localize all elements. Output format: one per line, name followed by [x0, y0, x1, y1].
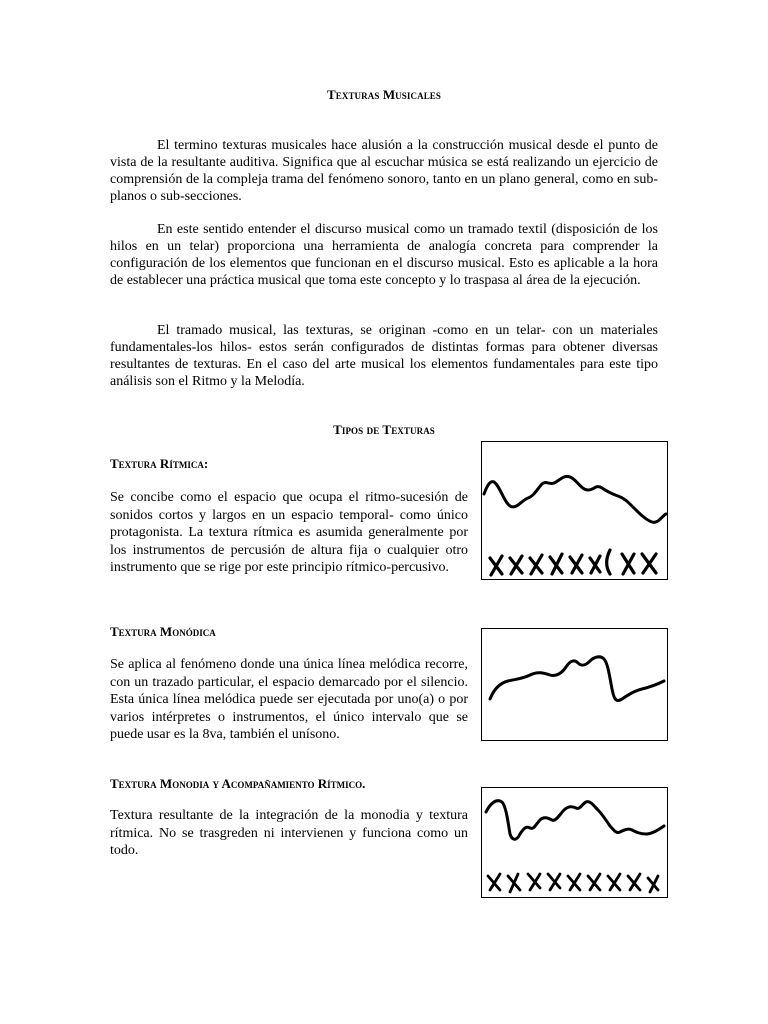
section-text-ritmica: Se concibe como el espacio que ocupa el ritmo-sucesión de sonidos cortos y largos en un espacio temporal- como único protagonista. La textura rítmica es asumida generalmente por los instrumentos de percusión de altura fija o cualquier otro instrumento que se rige por este principio rítmico-percusivo. — [110, 490, 468, 575]
section-heading-monodia-acompanamiento: Textura Monodia y Acompañamiento Rítmico. — [110, 776, 366, 791]
intro-paragraph-1: El termino texturas musicales hace alusión a la construcción musical desde el punto de vista de la resultante auditiva. Significa que al escuchar música se está realizando un ejercicio de comprensión de la compleja trama del fenómeno sonoro, tanto en un plano general, como en sub-planos o sub-secciones. — [110, 138, 658, 204]
section-text-monodica: Se aplica al fenómeno donde una única línea melódica recorre, con un trazado particular, el espacio demarcado por el silencio. Esta única línea melódica puede ser ejecutada por uno(a) o por varios intérpretes o instrumentos, el único intervalo que se puede usar es la 8va, también el unísono. — [110, 657, 468, 742]
section-heading-ritmica: Textura Rítmica: — [110, 456, 209, 471]
intro-paragraph-2: En este sentido entender el discurso musical como un tramado textil (disposición de los hilos en un telar) proporciona una herramienta de analogía concreta para comprender la configuración de los elementos que funcionan en el discurso musical. Esto es aplicable a la hora de establecer una práctica musical que toma este concepto y lo traspasa al área de la ejecución. — [110, 222, 658, 288]
types-title: Tipos de Texturas — [333, 422, 435, 437]
section-text-monodia-acompanamiento: Textura resultante de la integración de la monodia y textura rítmica. No se trasgreden ni intervienen y funciona como un todo. — [110, 808, 468, 858]
rhythmic-texture-figure — [481, 441, 668, 580]
monodic-texture-figure — [481, 628, 668, 741]
intro-paragraph-3: El tramado musical, las texturas, se originan -como en un telar- con un materiales fundamentales-los hilos- estos serán configurados de distintas formas para obtener diversas resultantes de texturas. En el caso del arte musical los elementos fundamentales para este tipo análisis son el Ritmo y la Melodía. — [110, 323, 658, 389]
monody-rhythmic-texture-figure — [481, 787, 668, 898]
document-title: Texturas Musicales — [326, 87, 442, 102]
section-heading-monodica: Textura Monódica — [110, 624, 216, 639]
